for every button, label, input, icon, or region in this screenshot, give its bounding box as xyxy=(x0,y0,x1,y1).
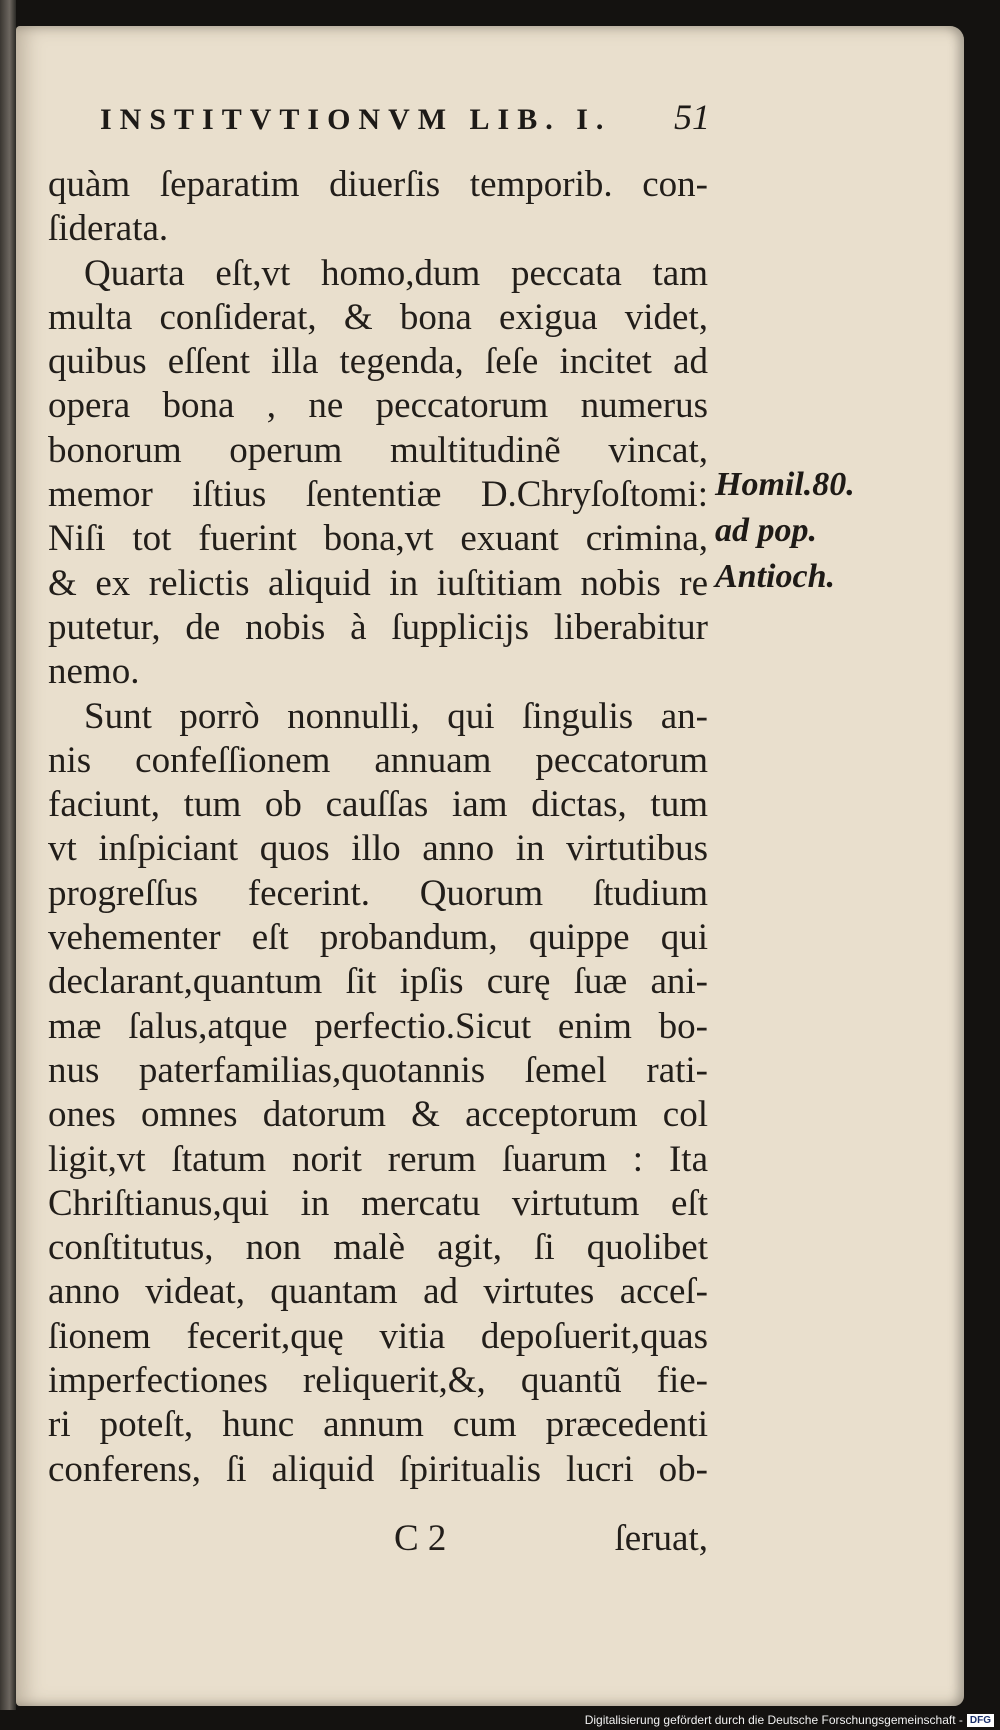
text-line: progreſſus fecerint. Quorum ſtudium xyxy=(48,872,708,914)
text-line: ſionem fecerit,quę vitia depoſuerit,quas xyxy=(48,1315,708,1357)
text-line: ligit,vt ſtatum norit rerum ſuarum : Ita xyxy=(48,1138,708,1180)
text-line: imperfectiones reliquerit,&, quantũ fie- xyxy=(48,1360,708,1402)
text-line: faciunt, tum ob cauſſas iam dictas, tum xyxy=(48,784,708,826)
text-line: conferens, ſi aliquid ſpiritualis lucri ob- xyxy=(48,1448,708,1490)
page-number: 51 xyxy=(674,97,710,137)
text-line: vt inſpiciant quos illo anno in virtutibus xyxy=(48,828,708,870)
body-text xyxy=(48,163,708,1492)
dfg-logo: DFG xyxy=(967,1714,994,1727)
text-line: ones omnes datorum & acceptorum col xyxy=(48,1094,708,1136)
text-line: conſtitutus, non malè agit, ſi quolibet xyxy=(48,1227,708,1269)
text-line: Niſi tot fuerint bona,vt exuant crimina, xyxy=(48,518,708,560)
marginal-note-line: Homil.80. xyxy=(715,466,855,503)
text-line: nus paterfamilias,quotannis ſemel rati- xyxy=(48,1049,708,1091)
text-line: opera bona , ne peccatorum numerus xyxy=(48,385,708,427)
text-line: vehementer eſt probandum, quippe qui xyxy=(48,917,708,959)
marginal-note-line: ad pop. xyxy=(715,512,817,549)
text-line: mæ ſalus,atque perfectio.Sicut enim bo- xyxy=(48,1005,708,1047)
marginal-note xyxy=(715,462,885,600)
text-line: Sunt porrò nonnulli, qui ſingulis an- xyxy=(84,695,708,737)
text-line: declarant,quantum ſit ipſis curę ſuæ ani- xyxy=(48,961,708,1003)
text-line: Quarta eſt,vt homo,dum peccata tam xyxy=(84,252,708,294)
text-line: quàm ſeparatim diuerſis temporib. con- xyxy=(48,164,708,205)
text-line: quibus eſſent illa tegenda, ſeſe incitet ad xyxy=(48,341,708,383)
text-line: bonorum operum multitudinẽ vincat, xyxy=(48,429,708,471)
text-line: & ex relictis aliquid in iuſtitiam nobis re xyxy=(48,562,708,604)
catchword: ſeruat, xyxy=(614,1518,708,1559)
text-line: memor iſtius ſententiæ D.Chryſoſtomi: xyxy=(48,474,708,516)
text-line: multa conſiderat, & bona exigua videt, xyxy=(48,296,708,338)
text-line: nis confeſſionem annuam peccatorum xyxy=(48,739,708,781)
funding-credit: Digitalisierung gefördert durch die Deutsche Forschungsgemeinschaft - xyxy=(584,1713,963,1727)
text-line: nemo. xyxy=(48,651,140,693)
text-line: Chriſtianus,qui in mercatu virtutum eſt xyxy=(48,1182,708,1224)
running-head xyxy=(100,96,710,138)
scan-left-edge xyxy=(0,0,16,1730)
page-bottom-row xyxy=(48,1517,708,1561)
text-line: ſiderata. xyxy=(48,208,169,250)
text-line: putetur, de nobis à ſupplicijs liberabitur xyxy=(48,606,708,648)
text-line: anno videat, quantam ad virtutes acceſ- xyxy=(48,1271,708,1313)
text-line: ri poteſt, hunc annum cum præcedenti xyxy=(48,1404,708,1446)
digitization-footer xyxy=(0,1710,1000,1730)
signature-mark: C 2 xyxy=(394,1518,447,1559)
marginal-note-line: Antioch. xyxy=(715,558,835,595)
running-head-title: INSTITVTIONVM LIB. I. xyxy=(100,103,612,136)
